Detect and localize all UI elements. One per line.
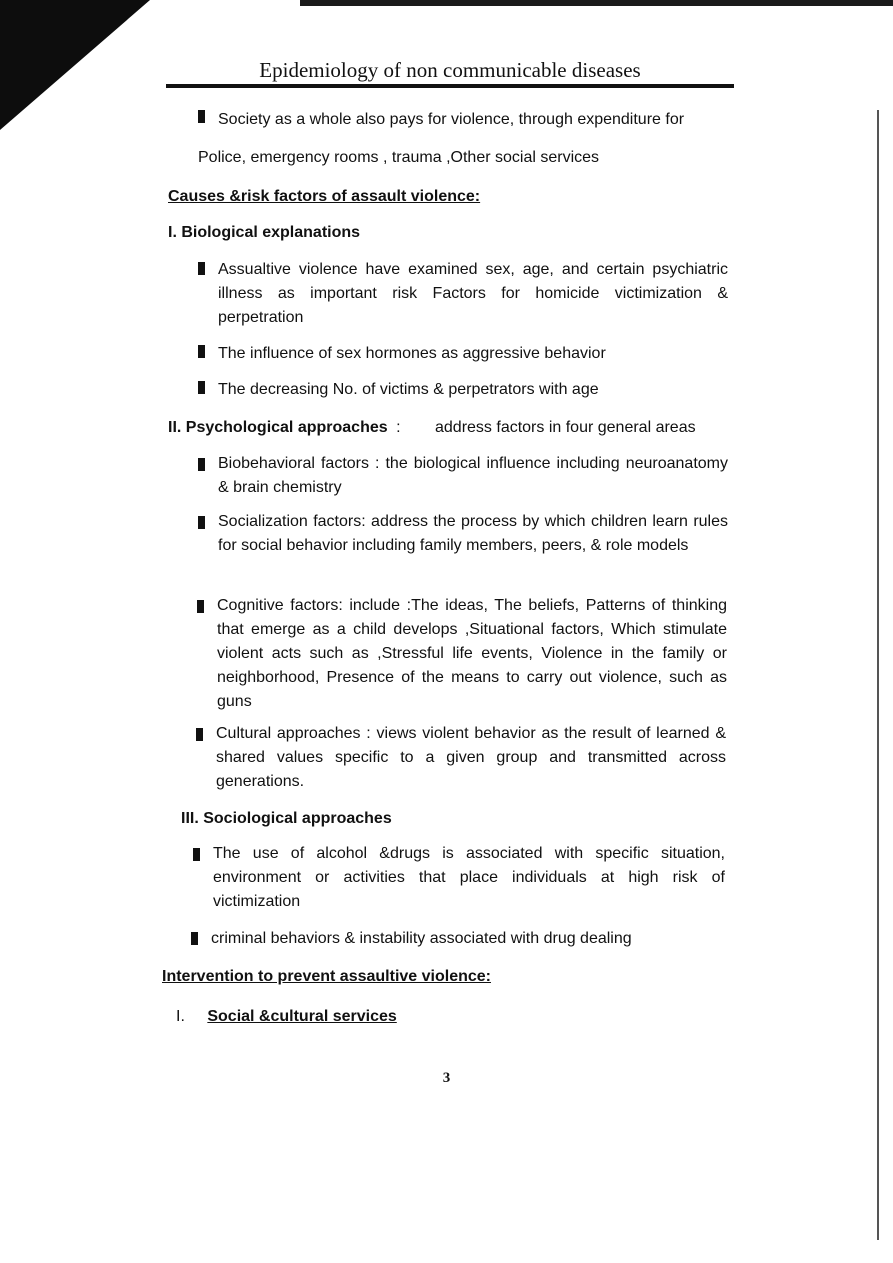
section2-subtitle: address factors in four general areas bbox=[435, 419, 696, 436]
bullet-icon bbox=[197, 600, 204, 613]
bullet-icon bbox=[191, 932, 198, 945]
bullet-icon bbox=[193, 848, 200, 861]
section1-item: The decreasing No. of victims & perpetrators with age bbox=[218, 381, 599, 398]
section2-item: Cultural approaches : views violent behavior as the result of learned & shared values specific to a given group and transmitted across generations. bbox=[216, 725, 726, 790]
bullet-icon bbox=[198, 458, 205, 471]
section2-title: II. Psychological approaches bbox=[168, 419, 388, 436]
intervention-heading: Intervention to prevent assaultive violence: bbox=[162, 968, 491, 985]
section2-item: Cognitive factors: include :The ideas, The beliefs, Patterns of thinking that emerge as a child develops ,Situational factors, Which stimulate violent acts such as ,Stressful life events, Violence in the family or neighborhood, Presence of the means to carry out violence, such as guns bbox=[217, 597, 727, 710]
bullet-icon bbox=[198, 516, 205, 529]
scan-shadow-corner bbox=[0, 0, 150, 130]
intervention-item-number: I. bbox=[176, 1008, 185, 1025]
intro-line-1: Society as a whole also pays for violence, through expenditure for bbox=[218, 111, 685, 128]
header-rule bbox=[166, 84, 734, 88]
bullet-icon bbox=[198, 381, 205, 394]
page-header: Epidemiology of non communicable diseases bbox=[259, 58, 641, 82]
section1-item: The influence of sex hormones as aggressive behavior bbox=[218, 345, 606, 362]
scan-shadow-top bbox=[300, 0, 893, 6]
section2-item: Biobehavioral factors : the biological influence including neuroanatomy & brain chemistry bbox=[218, 455, 728, 496]
intervention-item-label: Social &cultural services bbox=[207, 1008, 397, 1025]
section3-item: criminal behaviors & instability associated with drug dealing bbox=[211, 930, 632, 947]
bullet-icon bbox=[198, 110, 205, 123]
bullet-icon bbox=[198, 345, 205, 358]
section2-heading-row bbox=[168, 416, 696, 440]
section1-title: I. Biological explanations bbox=[168, 224, 361, 241]
section2-colon: : bbox=[396, 419, 401, 436]
bullet-icon bbox=[198, 262, 205, 275]
section2-item: Socialization factors: address the process by which children learn rules for social behavior including family members, peers, & role models bbox=[218, 513, 728, 554]
intervention-item bbox=[176, 1005, 397, 1029]
intro-line-2: Police, emergency rooms , trauma ,Other social services bbox=[198, 149, 600, 166]
section3-title: III. Sociological approaches bbox=[181, 810, 392, 827]
page-number: 3 bbox=[442, 1070, 451, 1086]
causes-heading: Causes &risk factors of assault violence: bbox=[168, 188, 481, 205]
section1-item: Assualtive violence have examined sex, age, and certain psychiatric illness as important risk Factors for homicide victimization & perpetration bbox=[218, 261, 728, 326]
section3-item: The use of alcohol &drugs is associated with specific situation, environment or activities that place individuals at high risk of victimization bbox=[213, 845, 725, 910]
bullet-icon bbox=[196, 728, 203, 741]
